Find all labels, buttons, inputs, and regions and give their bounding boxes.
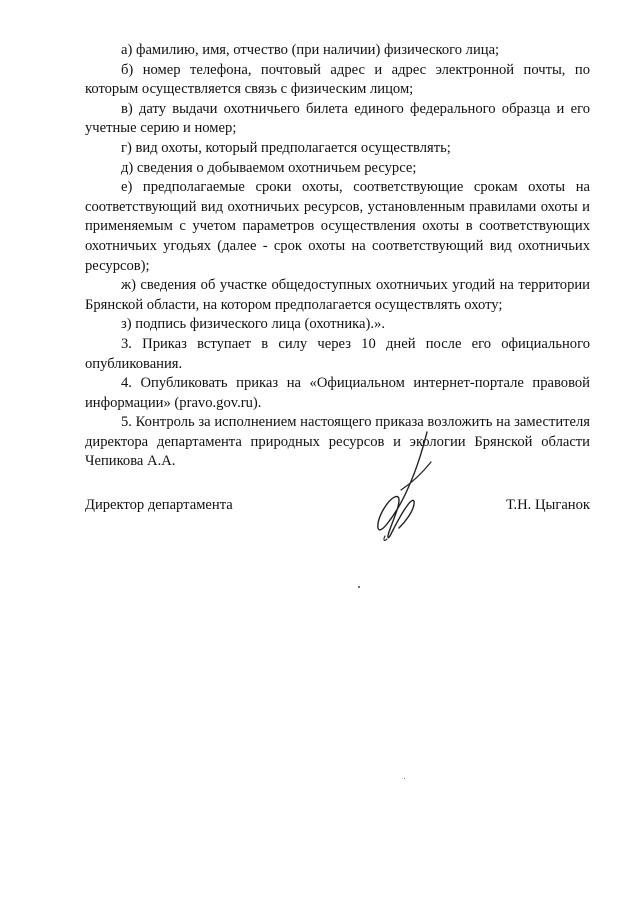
list-item-v: в) дату выдачи охотничьего билета единого федерального образца и его учетные серию и номер; [85,100,590,137]
scan-speck [358,586,360,588]
signature-block [85,497,590,521]
position-title: Директор департамента [85,497,233,513]
list-item-zh: ж) сведения об участке общедоступных охотничьих угодий на территории Брянской области, на котором предполагается осуществлять охоту; [85,277,590,313]
document-body [85,41,590,472]
list-item-g: г) вид охоты, который предполагается осуществлять; [121,139,451,156]
list-item-e: е) предполагаемые сроки охоты, соответствующие срокам охоты на соответствующий вид охотничьих ресурсов, установленным правилами охоты и применяемым с учетом параметров осуществления охоты в соответствующих охотничьих угодьях (далее - срок охоты на соответствующий вид охотничьих ресурсов); [85,179,590,274]
list-item-b: б) номер телефона, почтовый адрес и адрес электронной почты, по которым осуществляется связь с физическим лицом; [85,61,590,98]
scan-speck [404,778,405,779]
list-item-a: а) фамилию, имя, отчество (при наличии) физического лица; [121,42,500,58]
clause-3: 3. Приказ вступает в силу через 10 дней после его официального опубликования. [85,335,590,372]
list-item-d: д) сведения о добываемом охотничьем ресурсе; [121,159,417,176]
clause-4: 4. Опубликовать приказ на «Официальном интернет-портале правовой информации» (pravo.gov.ru). [85,375,590,411]
handwritten-signature [365,428,455,543]
list-item-z: з) подпись физического лица (охотника).». [121,316,385,333]
signer-name: Т.Н. Цыганок [506,497,590,513]
clause-5: 5. Контроль за исполнением настоящего приказа возложить на заместителя директора департамента природных ресурсов и экологии Брянской области Чепикова А.А. [85,414,590,470]
